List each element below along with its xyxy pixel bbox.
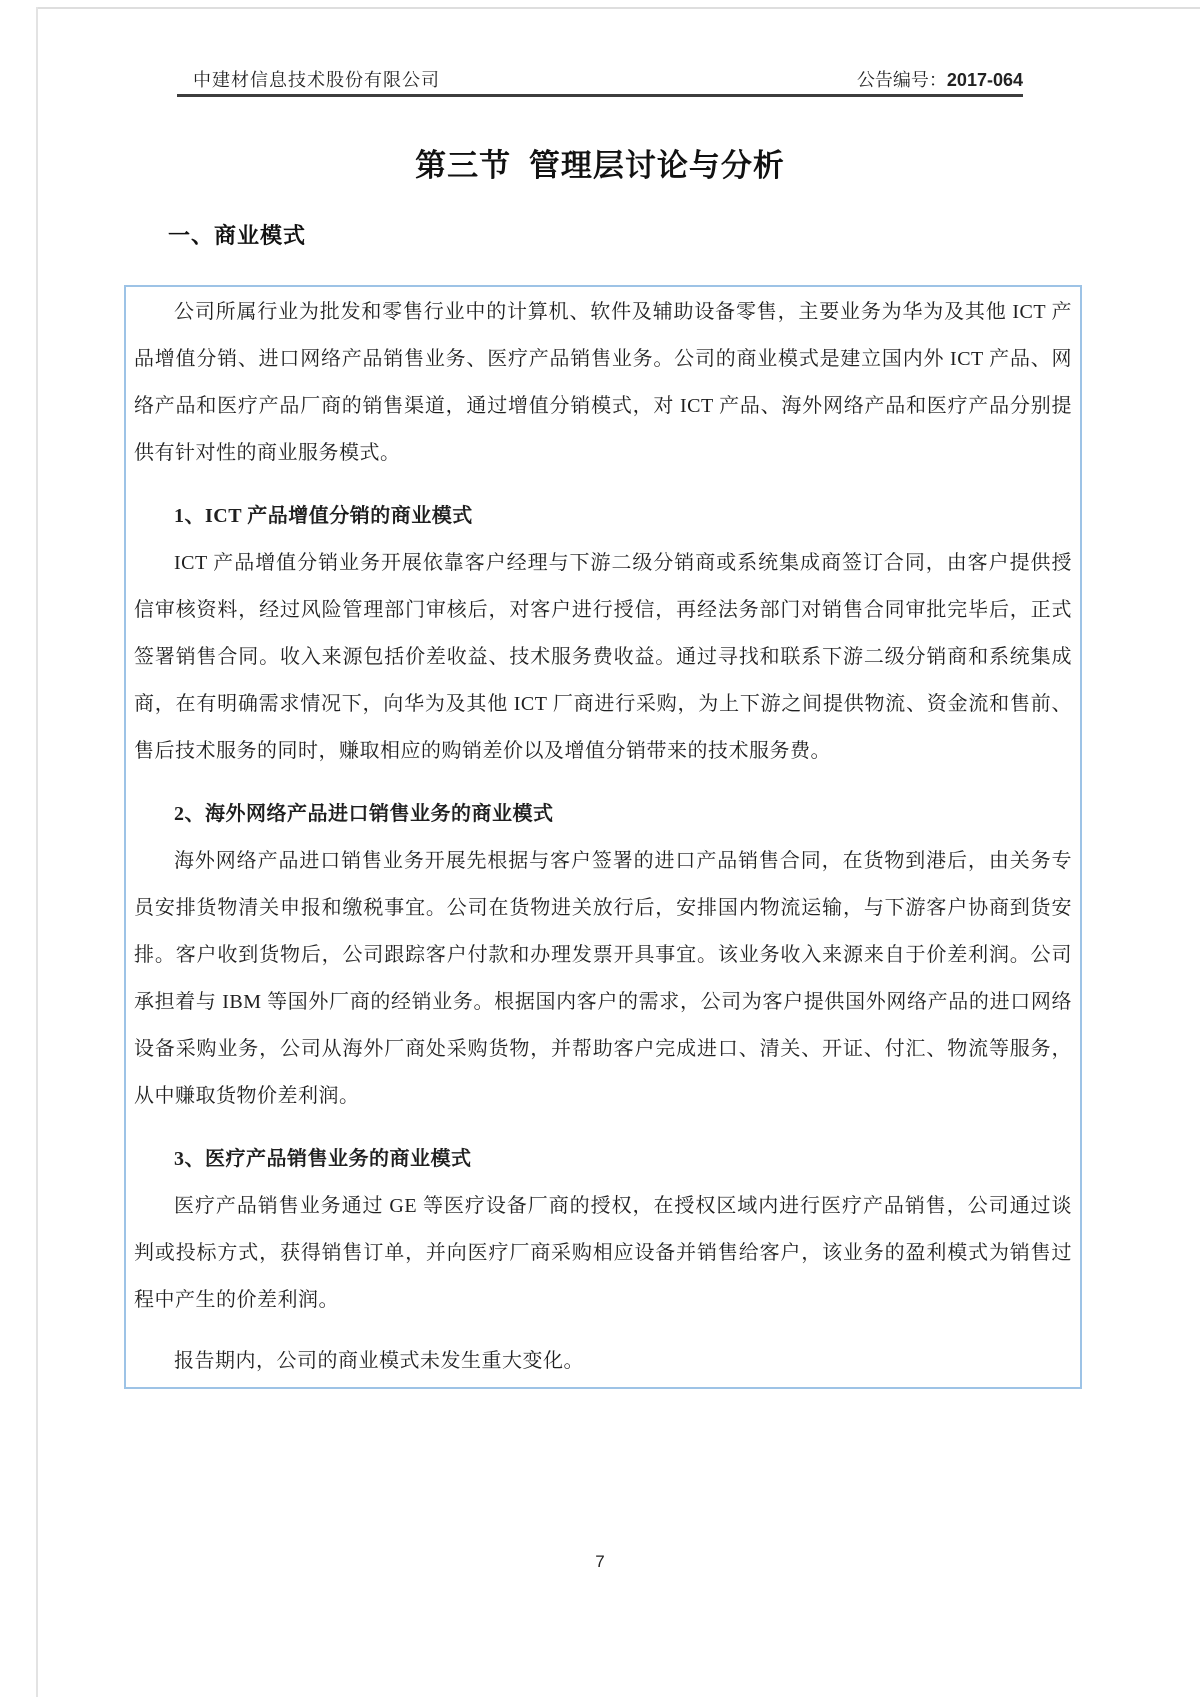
announcement-number: 2017-064 bbox=[946, 70, 1023, 90]
announcement-label: 公告编号： bbox=[856, 70, 947, 90]
page-title: 第三节 管理层讨论与分析 bbox=[415, 148, 785, 183]
intro-paragraph: 公司所属行业为批发和零售行业中的计算机、软件及辅助设备零售，主要业务为华为及其他 ICT 产品增值分销、进口网络产品销售业务、医疗产品销售业务。公司的商业模式是建立国内外 ICT 产品、网络产品和医疗产品厂商的销售渠道，通过增值分销模式，对 ICT 产品、海外网络产品和医疗产品分别提供有针对性的商业服务模式。 bbox=[134, 301, 1072, 464]
scan-edge-top-line bbox=[36, 7, 1200, 9]
subsection-2-heading: 2、海外网络产品进口销售业务的商业模式 bbox=[174, 803, 554, 825]
header-divider-rule bbox=[177, 94, 1023, 97]
subsection-1-heading: 1、ICT 产品增值分销的商业模式 bbox=[174, 505, 473, 527]
section-heading-business-model: 一、商业模式 bbox=[168, 223, 307, 248]
subsection-3-heading: 3、医疗产品销售业务的商业模式 bbox=[174, 1148, 472, 1170]
subsection-3-paragraph: 医疗产品销售业务通过 GE 等医疗设备厂商的授权，在授权区域内进行医疗产品销售，公司通过谈判或投标方式，获得销售订单，并向医疗厂商采购相应设备并销售给客户，该业务的盈利模式为销售过程中产生的价差利润。 bbox=[134, 1195, 1072, 1311]
scan-edge-left-line bbox=[36, 7, 38, 1697]
company-name: 中建材信息技术股份有限公司 bbox=[193, 70, 440, 90]
subsection-1-paragraph: ICT 产品增值分销业务开展依靠客户经理与下游二级分销商或系统集成商签订合同，由客户提供授信审核资料，经过风险管理部门审核后，对客户进行授信，再经法务部门对销售合同审批完毕后，正式签署销售合同。收入来源包括价差收益、技术服务费收益。通过寻找和联系下游二级分销商和系统集成商，在有明确需求情况下，向华为及其他 ICT 厂商进行采购，为上下游之间提供物流、资金流和售前、售后技术服务的同时，赚取相应的购销差价以及增值分销带来的技术服务费。 bbox=[134, 552, 1072, 762]
subsection-2-paragraph: 海外网络产品进口销售业务开展先根据与客户签署的进口产品销售合同，在货物到港后，由关务专员安排货物清关申报和缴税事宜。公司在货物进关放行后，安排国内物流运输，与下游客户协商到货安排。客户收到货物后，公司跟踪客户付款和办理发票开具事宜。该业务收入来源来自于价差利润。公司承担着与 IBM 等国外厂商的经销业务。根据国内客户的需求，公司为客户提供国外网络产品的进口网络设备采购业务，公司从海外厂商处采购货物，并帮助客户完成进口、清关、开证、付汇、物流等服务，从中赚取货物价差利润。 bbox=[134, 850, 1072, 1107]
page-number: 7 bbox=[595, 1552, 605, 1571]
content-box bbox=[124, 285, 1082, 1389]
announcement-number-line bbox=[0, 66, 1023, 92]
closing-paragraph: 报告期内，公司的商业模式未发生重大变化。 bbox=[174, 1350, 584, 1372]
